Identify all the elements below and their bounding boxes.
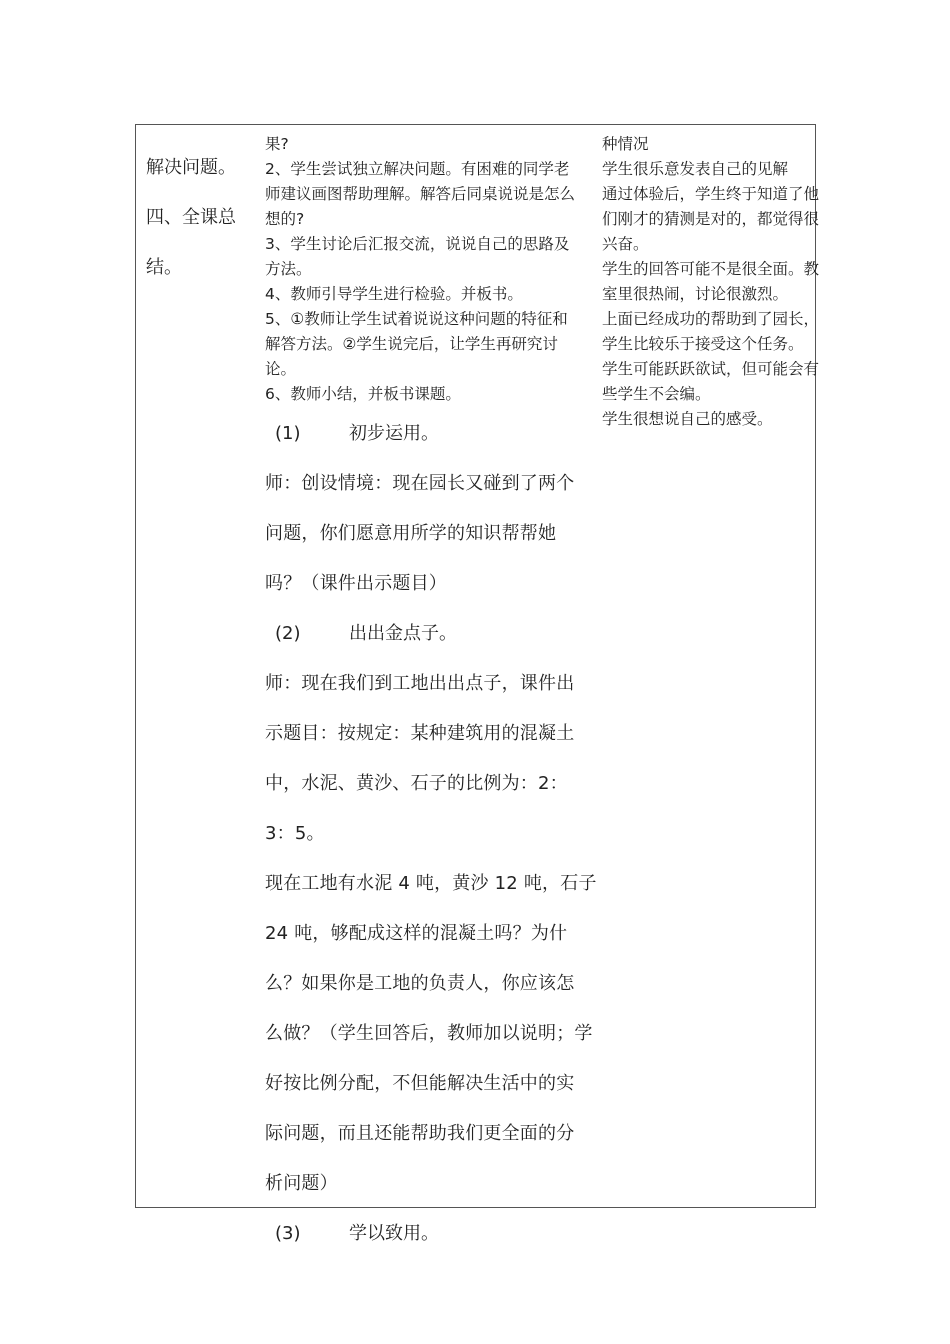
paragraph-line: 现在工地有水泥 4 吨，黄沙 12 吨，石子 — [265, 873, 597, 894]
process-line: 3、学生讨论后汇报交流，说说自己的思路及 — [265, 235, 570, 253]
process-line: 想的? — [265, 210, 305, 228]
paragraph-line: 24 吨，够配成这样的混凝土吗？为什 — [265, 923, 568, 944]
process-line: 论。 — [265, 360, 297, 378]
process-line: 6、教师小结，并板书课题。 — [265, 385, 461, 403]
activity-line: 些学生不会编。 — [602, 385, 711, 403]
subsection-number: (2) — [275, 623, 301, 644]
paragraph-line: 师：创设情境：现在园长又碰到了两个 — [265, 473, 575, 494]
paragraph-line: 好按比例分配，不但能解决生活中的实 — [265, 1073, 575, 1094]
activity-line: 学生可能跃跃欲试，但可能会有 — [602, 360, 820, 378]
activity-line: 学生很乐意发表自己的见解 — [602, 160, 789, 178]
paragraph-line: 析问题） — [265, 1173, 338, 1194]
process-line: 2、学生尝试独立解决问题。有困难的同学老 — [265, 160, 570, 178]
process-line: 4、教师引导学生进行检验。并板书。 — [265, 285, 523, 303]
paragraph-line: 示题目：按规定：某种建筑用的混凝土 — [265, 723, 575, 744]
activity-line: 通过体验后，学生终于知道了他 — [602, 185, 820, 203]
subsection-title: 学以致用。 — [349, 1223, 439, 1244]
stage-column — [146, 143, 256, 293]
stage-label: 结。 — [146, 257, 182, 278]
paragraph-line: 师：现在我们到工地出出点子，课件出 — [265, 673, 575, 694]
student-activity-column — [602, 132, 838, 432]
subsection-title: 初步运用。 — [349, 423, 439, 444]
activity-line: 们刚才的猜测是对的，都觉得很 — [602, 210, 820, 228]
subsection-heading — [265, 1209, 597, 1259]
process-line: 方法。 — [265, 260, 312, 278]
process-line: 师建议画图帮助理解。解答后同桌说说是怎么 — [265, 185, 576, 203]
subsection-heading — [265, 409, 597, 459]
activity-line: 学生的回答可能不是很全面。教 — [602, 260, 820, 278]
teaching-process-column — [265, 132, 597, 1259]
activity-line: 室里很热闹，讨论很激烈。 — [602, 285, 789, 303]
stage-label: 解决问题。 — [146, 157, 236, 178]
subsection-heading — [265, 609, 597, 659]
paragraph-line: 吗？（课件出示题目） — [265, 573, 447, 594]
activity-line: 上面已经成功的帮助到了园长， — [602, 310, 820, 328]
subsection-title: 出出金点子。 — [349, 623, 457, 644]
activity-line: 学生很想说自己的感受。 — [602, 410, 773, 428]
process-line: 解答方法。②学生说完后，让学生再研究讨 — [265, 335, 558, 353]
paragraph-line: 际问题，而且还能帮助我们更全面的分 — [265, 1123, 575, 1144]
paragraph-line: 么做？（学生回答后，教师加以说明；学 — [265, 1023, 593, 1044]
lesson-plan-table — [135, 124, 820, 1244]
paragraph-line: 么？如果你是工地的负责人，你应该怎 — [265, 973, 575, 994]
process-line: 果? — [265, 135, 289, 153]
paragraph-line: 中，水泥、黄沙、石子的比例为：2：3：5。 — [265, 773, 568, 844]
subsection-number: (3) — [275, 1223, 301, 1244]
paragraph-line: 问题，你们愿意用所学的知识帮帮她 — [265, 523, 557, 544]
activity-line: 兴奋。 — [602, 235, 649, 253]
subsection-number: (1) — [275, 423, 301, 444]
process-line: 5、①教师让学生试着说说这种问题的特征和 — [265, 310, 568, 328]
activity-line: 学生比较乐于接受这个任务。 — [602, 335, 804, 353]
activity-line: 种情况 — [602, 135, 649, 153]
stage-label: 四、全课总 — [146, 207, 236, 228]
